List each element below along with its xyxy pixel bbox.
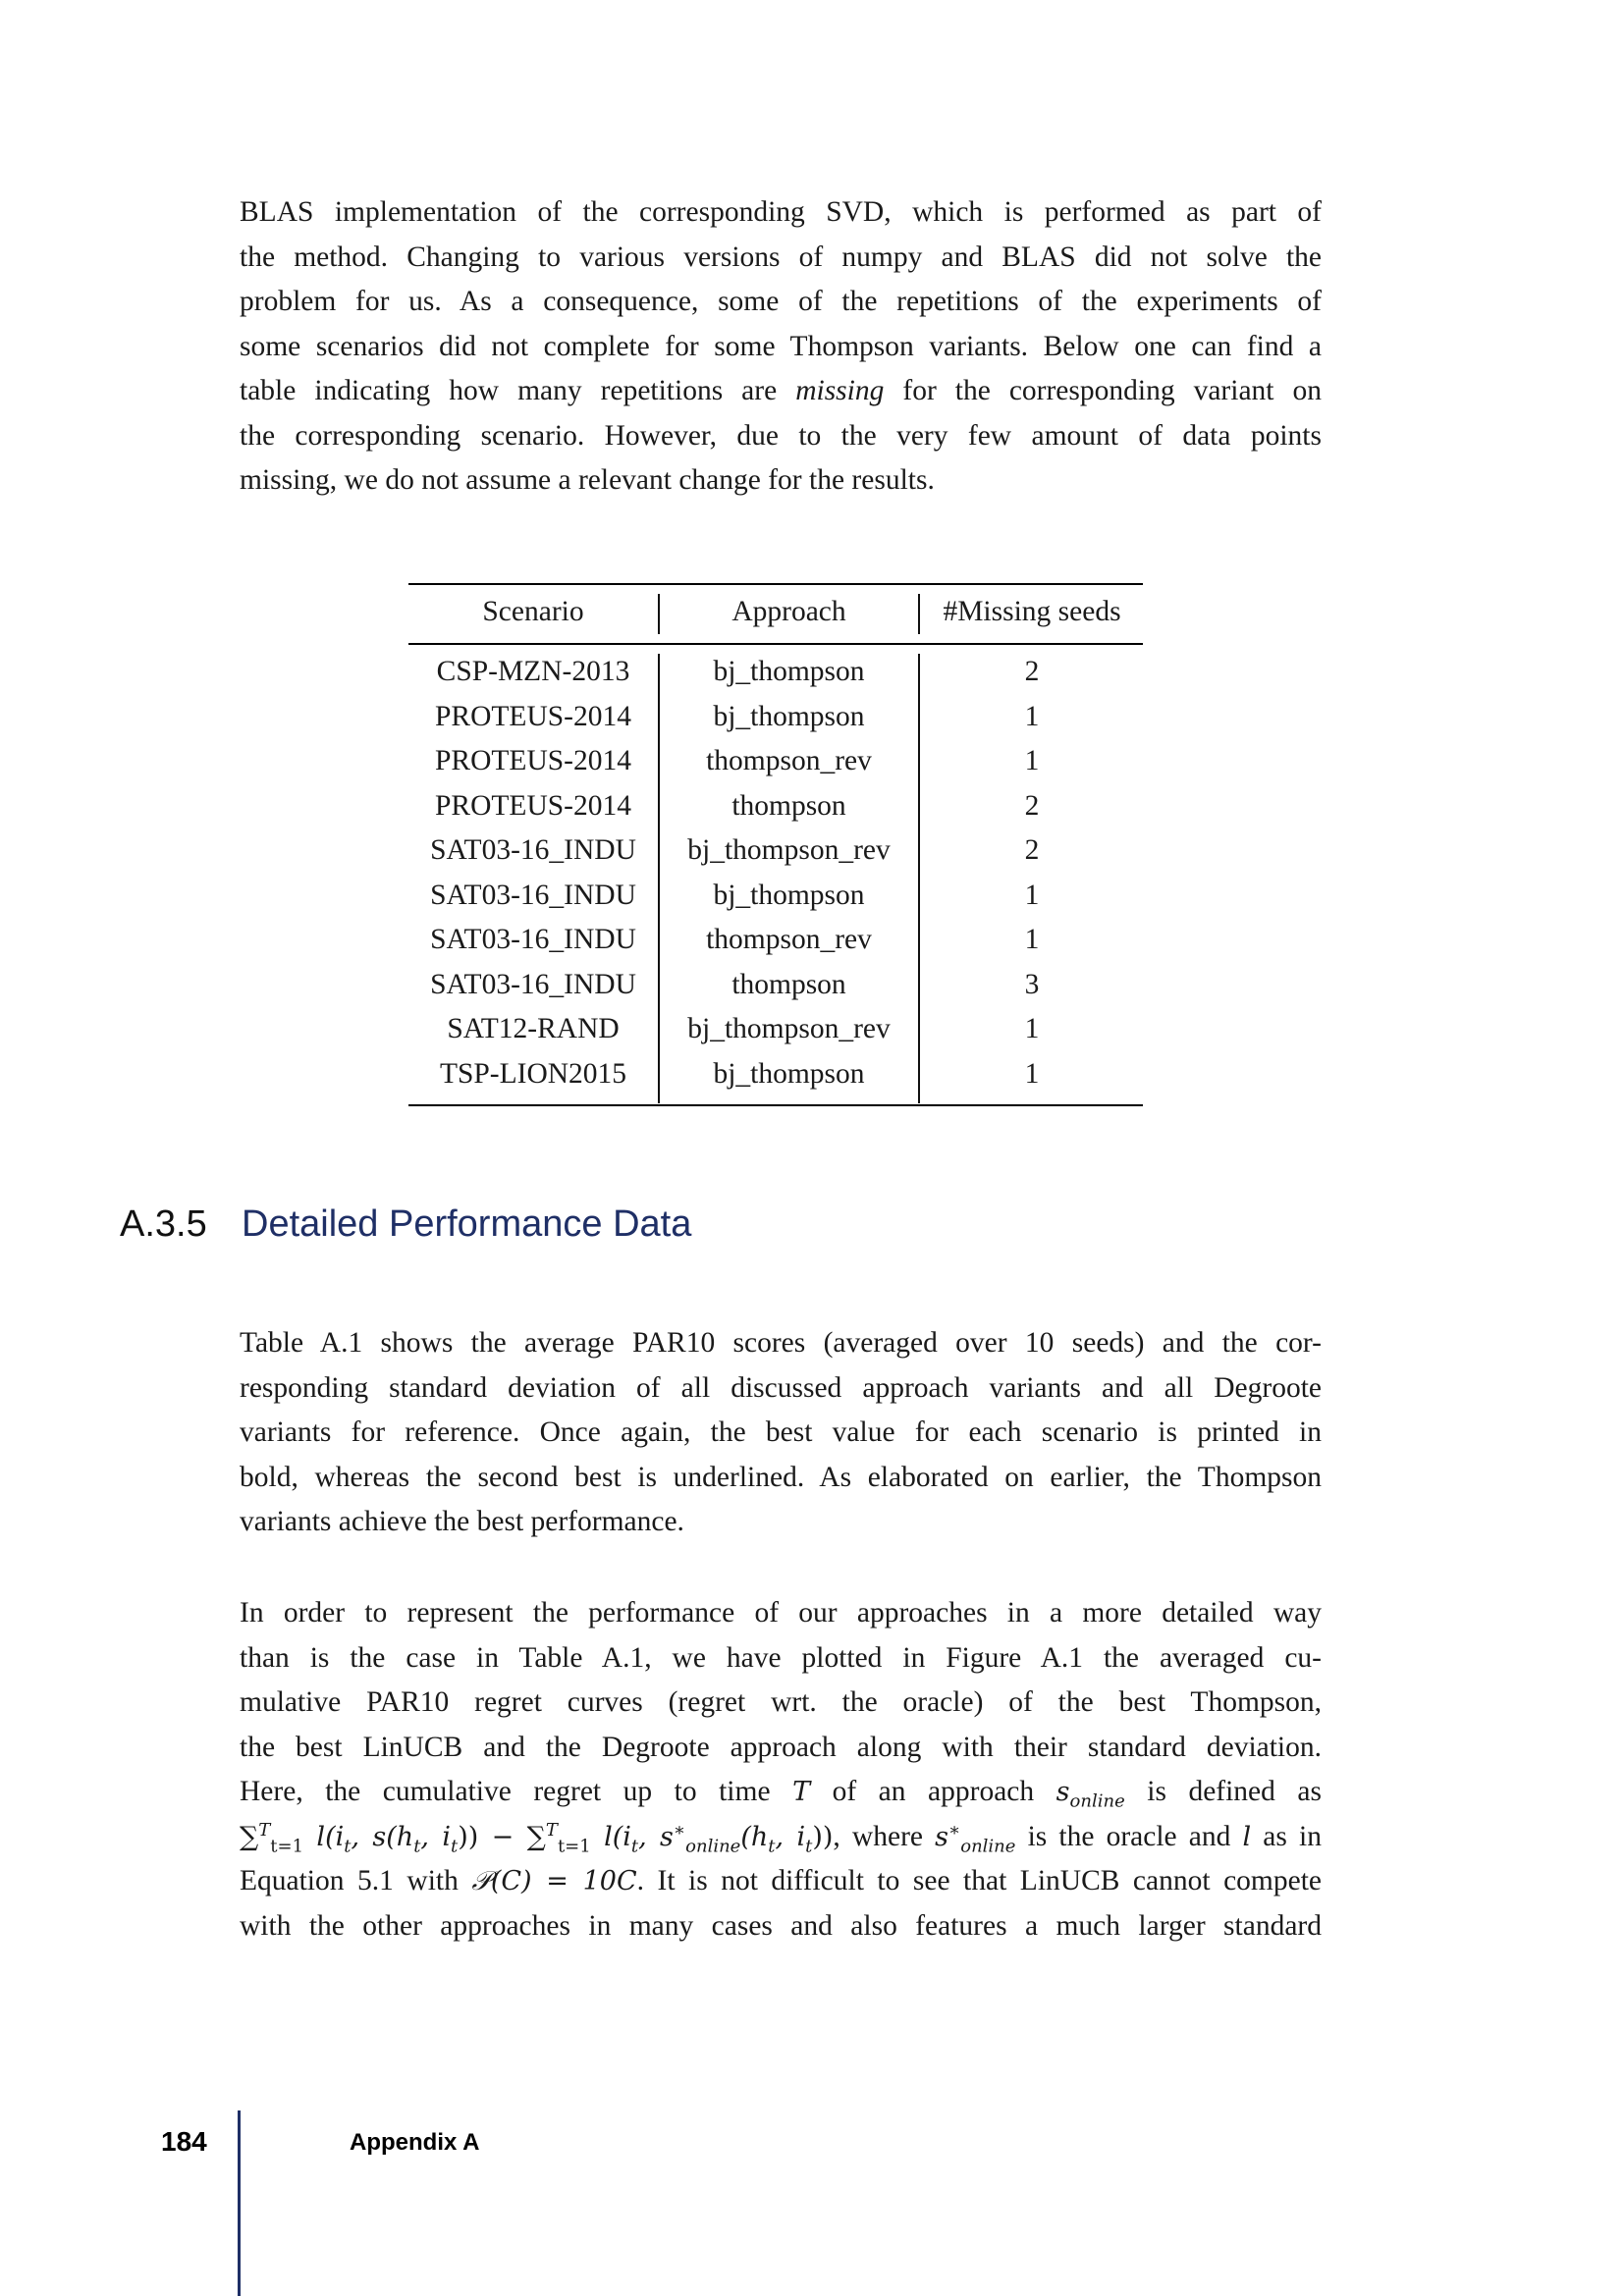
header-missing-seeds: #Missing seeds bbox=[943, 596, 1121, 627]
math-superscript: ∗ bbox=[948, 1819, 961, 1841]
text-line: mulative PAR10 regret curves (regret wrt. the oracle) of the best Thompson, bbox=[240, 1686, 1322, 1718]
text-line: problem for us. As a consequence, some of the repetitions of the experiments of bbox=[240, 286, 1322, 317]
cell-approach: bj_thompson bbox=[713, 656, 865, 687]
page-number: 184 bbox=[161, 2126, 207, 2157]
math-fragment: l(i bbox=[590, 1821, 631, 1852]
math-fragment: , i bbox=[420, 1821, 451, 1852]
text-line: missing, we do not assume a relevant change for the results. bbox=[240, 464, 935, 496]
math-s: s bbox=[1056, 1777, 1070, 1807]
emphasis-missing: missing bbox=[795, 375, 885, 406]
text-fragment: is the oracle and bbox=[1015, 1820, 1243, 1852]
cell-approach: bj_thompson bbox=[713, 879, 865, 911]
cell-scenario: CSP-MZN-2013 bbox=[436, 656, 630, 687]
math-fragment: , s bbox=[638, 1821, 674, 1852]
cell-scenario: TSP-LION2015 bbox=[439, 1057, 627, 1090]
cell-approach: thompson bbox=[731, 789, 846, 822]
text-line: variants achieve the best performance. bbox=[240, 1506, 684, 1537]
intro-paragraph bbox=[240, 190, 1322, 504]
text-fragment: as in bbox=[1251, 1820, 1322, 1852]
running-footer-chapter: Appendix A bbox=[350, 2129, 480, 2156]
math-fragment: , i bbox=[775, 1821, 806, 1852]
math-superscript: ∗ bbox=[673, 1819, 686, 1841]
cell-approach: thompson bbox=[731, 968, 846, 1000]
math-fragment: )) bbox=[812, 1821, 834, 1852]
cell-missing-seeds: 1 bbox=[1024, 700, 1040, 732]
text-line bbox=[240, 369, 1322, 414]
math-subscript: t bbox=[344, 1835, 352, 1856]
sum-lower: t=1 bbox=[270, 1835, 304, 1856]
cell-scenario: SAT03-16_INDU bbox=[430, 879, 636, 911]
section-heading bbox=[120, 1200, 691, 1249]
math-subscript: online bbox=[685, 1835, 741, 1856]
cell-scenario: PROTEUS-2014 bbox=[435, 745, 631, 776]
text-line: the method. Changing to various versions of numpy and BLAS did not solve the bbox=[240, 240, 1322, 273]
math-subscript: t bbox=[768, 1835, 776, 1856]
text-line: responding standard deviation of all discussed approach variants and all Degroote bbox=[240, 1371, 1322, 1404]
text-fragment: table indicating how many repetitions are bbox=[240, 375, 796, 406]
math-l: l bbox=[1242, 1821, 1252, 1852]
cell-approach: bj_thompson_rev bbox=[687, 834, 891, 866]
cell-approach: thompson_rev bbox=[706, 745, 872, 776]
math-subscript: t bbox=[413, 1835, 421, 1856]
math-subscript: t bbox=[805, 1835, 813, 1856]
cell-approach: thompson_rev bbox=[706, 924, 872, 955]
cell-missing-seeds: 2 bbox=[1024, 789, 1040, 822]
math-s-star-online bbox=[935, 1819, 1016, 1856]
math-s: s bbox=[935, 1821, 948, 1852]
regret-paragraph bbox=[240, 1591, 1322, 1949]
text-line: some scenarios did not complete for some Thompson variants. Below one can find a bbox=[240, 330, 1322, 362]
text-line: BLAS implementation of the corresponding SVD, which is performed as part of bbox=[240, 196, 1322, 228]
text-line: the corresponding scenario. However, due to the very few amount of data points bbox=[240, 419, 1322, 452]
math-fragment: , s(h bbox=[351, 1821, 414, 1852]
cell-scenario: SAT12-RAND bbox=[447, 1013, 620, 1044]
table-description-paragraph bbox=[240, 1321, 1322, 1545]
text-fragment: . It is not difficult to see that LinUCB cannot compete bbox=[636, 1865, 1322, 1896]
cell-missing-seeds: 1 bbox=[1024, 1057, 1040, 1090]
cell-scenario: SAT03-16_INDU bbox=[430, 924, 636, 955]
text-line: than is the case in Table A.1, we have plotted in Figure A.1 the averaged cu- bbox=[240, 1641, 1322, 1674]
table-header-rule bbox=[408, 643, 1143, 645]
cell-scenario: SAT03-16_INDU bbox=[430, 834, 636, 866]
math-subscript: online bbox=[1069, 1790, 1125, 1812]
table-bottom-rule bbox=[408, 1104, 1143, 1106]
text-line: Table A.1 shows the average PAR10 scores (averaged over 10 seeds) and the cor- bbox=[240, 1327, 1322, 1359]
math-fragment: l(i bbox=[303, 1821, 345, 1852]
text-fragment: , where bbox=[833, 1820, 936, 1852]
sum-upper: T bbox=[258, 1819, 271, 1841]
text-fragment: for the corresponding variant on bbox=[884, 375, 1322, 406]
math-penalty: 𝒫(C) = 10C bbox=[471, 1866, 637, 1896]
sum-lower: t=1 bbox=[557, 1835, 591, 1856]
cell-missing-seeds: 1 bbox=[1024, 924, 1040, 955]
cell-approach: bj_thompson_rev bbox=[687, 1013, 891, 1044]
math-fragment: )) − bbox=[458, 1821, 527, 1852]
text-line: In order to represent the performance of our approaches in a more detailed way bbox=[240, 1597, 1322, 1629]
text-line bbox=[240, 1859, 1322, 1904]
sum-symbol: ∑ bbox=[240, 1821, 259, 1852]
text-fragment: of an approach bbox=[810, 1776, 1056, 1807]
text-line: the best LinUCB and the Degroote approach along with their standard deviation. bbox=[240, 1731, 1322, 1763]
cell-scenario: PROTEUS-2014 bbox=[435, 700, 631, 732]
header-scenario: Scenario bbox=[482, 596, 584, 627]
cell-missing-seeds: 1 bbox=[1024, 745, 1040, 776]
text-line: with the other approaches in many cases and also features a much larger standard bbox=[240, 1909, 1322, 1942]
header-approach: Approach bbox=[731, 596, 846, 627]
sum-upper: T bbox=[545, 1819, 558, 1841]
text-line: bold, whereas the second best is underlined. As elaborated on earlier, the Thompson bbox=[240, 1461, 1322, 1493]
cell-scenario: SAT03-16_INDU bbox=[430, 968, 636, 1000]
cell-missing-seeds: 3 bbox=[1024, 968, 1040, 1000]
table-top-rule bbox=[408, 583, 1143, 585]
math-T: T bbox=[792, 1777, 811, 1807]
math-subscript: online bbox=[960, 1835, 1016, 1856]
cell-missing-seeds: 1 bbox=[1024, 1013, 1040, 1044]
sum-symbol: ∑ bbox=[526, 1821, 546, 1852]
footer-divider-bar bbox=[238, 2110, 241, 2296]
text-fragment: Equation 5.1 with bbox=[240, 1865, 472, 1896]
math-fragment: (h bbox=[740, 1821, 769, 1852]
formula-line bbox=[240, 1815, 1322, 1860]
math-s-online bbox=[1056, 1777, 1125, 1812]
cell-approach: bj_thompson bbox=[713, 700, 865, 732]
cell-scenario: PROTEUS-2014 bbox=[435, 789, 631, 822]
cell-approach: bj_thompson bbox=[713, 1057, 865, 1090]
cell-missing-seeds: 2 bbox=[1024, 834, 1040, 866]
math-subscript: t bbox=[630, 1835, 639, 1856]
section-title: Detailed Performance Data bbox=[242, 1203, 692, 1245]
math-subscript: t bbox=[451, 1835, 459, 1856]
cell-missing-seeds: 2 bbox=[1024, 656, 1040, 687]
text-fragment: is defined as bbox=[1124, 1776, 1322, 1807]
text-line bbox=[240, 1770, 1322, 1815]
section-number: A.3.5 bbox=[120, 1203, 207, 1245]
text-fragment: Here, the cumulative regret up to time bbox=[240, 1776, 793, 1807]
text-line: variants for reference. Once again, the best value for each scenario is printed in bbox=[240, 1416, 1322, 1448]
regret-formula bbox=[240, 1819, 834, 1856]
cell-missing-seeds: 1 bbox=[1024, 879, 1040, 911]
